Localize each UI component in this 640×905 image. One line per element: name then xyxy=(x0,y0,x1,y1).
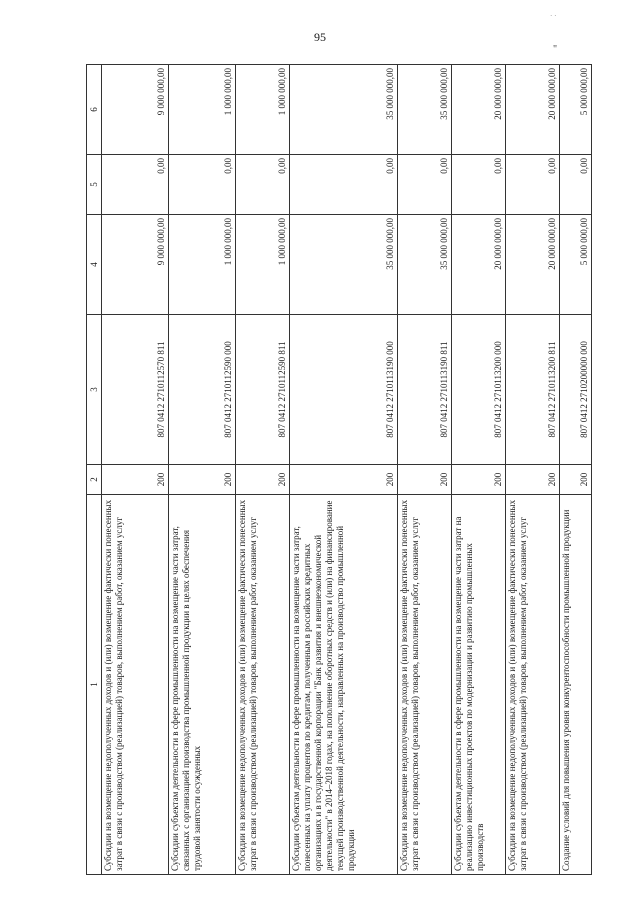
row-col2-cell: 200 xyxy=(452,465,506,495)
row-amount-cell: 5 000 000,00 xyxy=(560,215,592,315)
budget-table xyxy=(86,64,592,875)
row-col5-cell: 0,00 xyxy=(452,155,506,215)
row-col2-cell: 200 xyxy=(398,465,452,495)
row-name-cell: Субсидии субъектам деятельности в сфере промышленности на возмещение части затрат на реализацию инвестиционных проектов по модернизации и развитию промышленных производств xyxy=(452,495,506,875)
table-row xyxy=(452,65,506,875)
row-col2-cell: 200 xyxy=(506,465,560,495)
row-col5-cell: 0,00 xyxy=(290,155,398,215)
row-code-cell: 807 0412 2710112590 811 xyxy=(236,315,290,465)
table-row xyxy=(506,65,560,875)
row-total-cell: 20 000 000,00 xyxy=(452,65,506,155)
table-row xyxy=(169,65,236,875)
row-code-cell: 807 0412 2710113190 000 xyxy=(290,315,398,465)
row-name-cell: Субсидии субъектам деятельности в сфере промышленности на возмещение части затрат, понесенных на уплату процентов по кредитам, полученным в российских кредитных организациях и в государственной корпорации "Банк развития и внешнеэкономической деятельности" в 2014–2018 годах, на пополнение оборотных средств и (или) на финансирование текущей производственной деятельности, направленных на производство промышленной продукции xyxy=(290,495,398,875)
row-total-cell: 5 000 000,00 xyxy=(560,65,592,155)
row-name-cell: Создание условий для повышения уровня конкурентоспособности промышленной продукции xyxy=(560,495,592,875)
table-row xyxy=(102,65,169,875)
row-code-cell: 807 0412 2710200000 000 xyxy=(560,315,592,465)
row-total-cell: 1 000 000,00 xyxy=(236,65,290,155)
corner-scan-mark: · · xyxy=(550,12,557,20)
row-col2-cell: 200 xyxy=(102,465,169,495)
row-code-cell: 807 0412 2710113200 000 xyxy=(452,315,506,465)
row-col5-cell: 0,00 xyxy=(560,155,592,215)
row-amount-cell: 35 000 000,00 xyxy=(398,215,452,315)
table-row xyxy=(560,65,592,875)
row-amount-cell: 20 000 000,00 xyxy=(452,215,506,315)
row-total-cell: 35 000 000,00 xyxy=(398,65,452,155)
row-col2-cell: 200 xyxy=(236,465,290,495)
row-code-cell: 807 0412 2710112590 000 xyxy=(169,315,236,465)
row-name-cell: Субсидии субъектам деятельности в сфере промышленности на возмещение части затрат, связанных с организацией производства промышленной продукции в целях обеспечения трудовой занятости осужденных xyxy=(169,495,236,875)
table-row xyxy=(290,65,398,875)
header-col-5: 5 xyxy=(87,155,102,215)
row-code-cell: 807 0412 2710113200 811 xyxy=(506,315,560,465)
row-amount-cell: 1 000 000,00 xyxy=(169,215,236,315)
row-total-cell: 20 000 000,00 xyxy=(506,65,560,155)
row-code-cell: 807 0412 2710112570 811 xyxy=(102,315,169,465)
table-header-row xyxy=(87,65,102,875)
row-col2-cell: 200 xyxy=(169,465,236,495)
rotated-table-container xyxy=(86,65,589,875)
corner-quote-mark: " xyxy=(553,44,558,55)
row-code-cell: 807 0412 2710113190 811 xyxy=(398,315,452,465)
row-col2-cell: 200 xyxy=(290,465,398,495)
row-amount-cell: 9 000 000,00 xyxy=(102,215,169,315)
row-col5-cell: 0,00 xyxy=(236,155,290,215)
header-col-4: 4 xyxy=(87,215,102,315)
row-name-cell: Субсидии на возмещение недополученных доходов и (или) возмещение фактически понесенных затрат в связи с производством (реализацией) товаров, выполнением работ, оказанием услуг xyxy=(102,495,169,875)
row-total-cell: 9 000 000,00 xyxy=(102,65,169,155)
row-col5-cell: 0,00 xyxy=(102,155,169,215)
header-col-1: 1 xyxy=(87,495,102,875)
table-row xyxy=(398,65,452,875)
row-col5-cell: 0,00 xyxy=(169,155,236,215)
table-row xyxy=(236,65,290,875)
row-amount-cell: 1 000 000,00 xyxy=(236,215,290,315)
row-col5-cell: 0,00 xyxy=(398,155,452,215)
row-name-cell: Субсидии на возмещение недополученных доходов и (или) возмещение фактически понесенных затрат в связи с производством (реализацией) товаров, выполнением работ, оказанием услуг xyxy=(506,495,560,875)
row-amount-cell: 35 000 000,00 xyxy=(290,215,398,315)
header-col-2: 2 xyxy=(87,465,102,495)
header-col-6: 6 xyxy=(87,65,102,155)
row-total-cell: 1 000 000,00 xyxy=(169,65,236,155)
row-name-cell: Субсидии на возмещение недополученных доходов и (или) возмещение фактически понесенных затрат в связи с производством (реализацией) товаров, выполнением работ, оказанием услуг xyxy=(398,495,452,875)
row-col2-cell: 200 xyxy=(560,465,592,495)
page-number: 95 xyxy=(314,30,326,44)
row-amount-cell: 20 000 000,00 xyxy=(506,215,560,315)
row-col5-cell: 0,00 xyxy=(506,155,560,215)
row-total-cell: 35 000 000,00 xyxy=(290,65,398,155)
header-col-3: 3 xyxy=(87,315,102,465)
row-name-cell: Субсидии на возмещение недополученных доходов и (или) возмещение фактически понесенных затрат в связи с производством (реализацией) товаров, выполнением работ, оказанием услуг xyxy=(236,495,290,875)
